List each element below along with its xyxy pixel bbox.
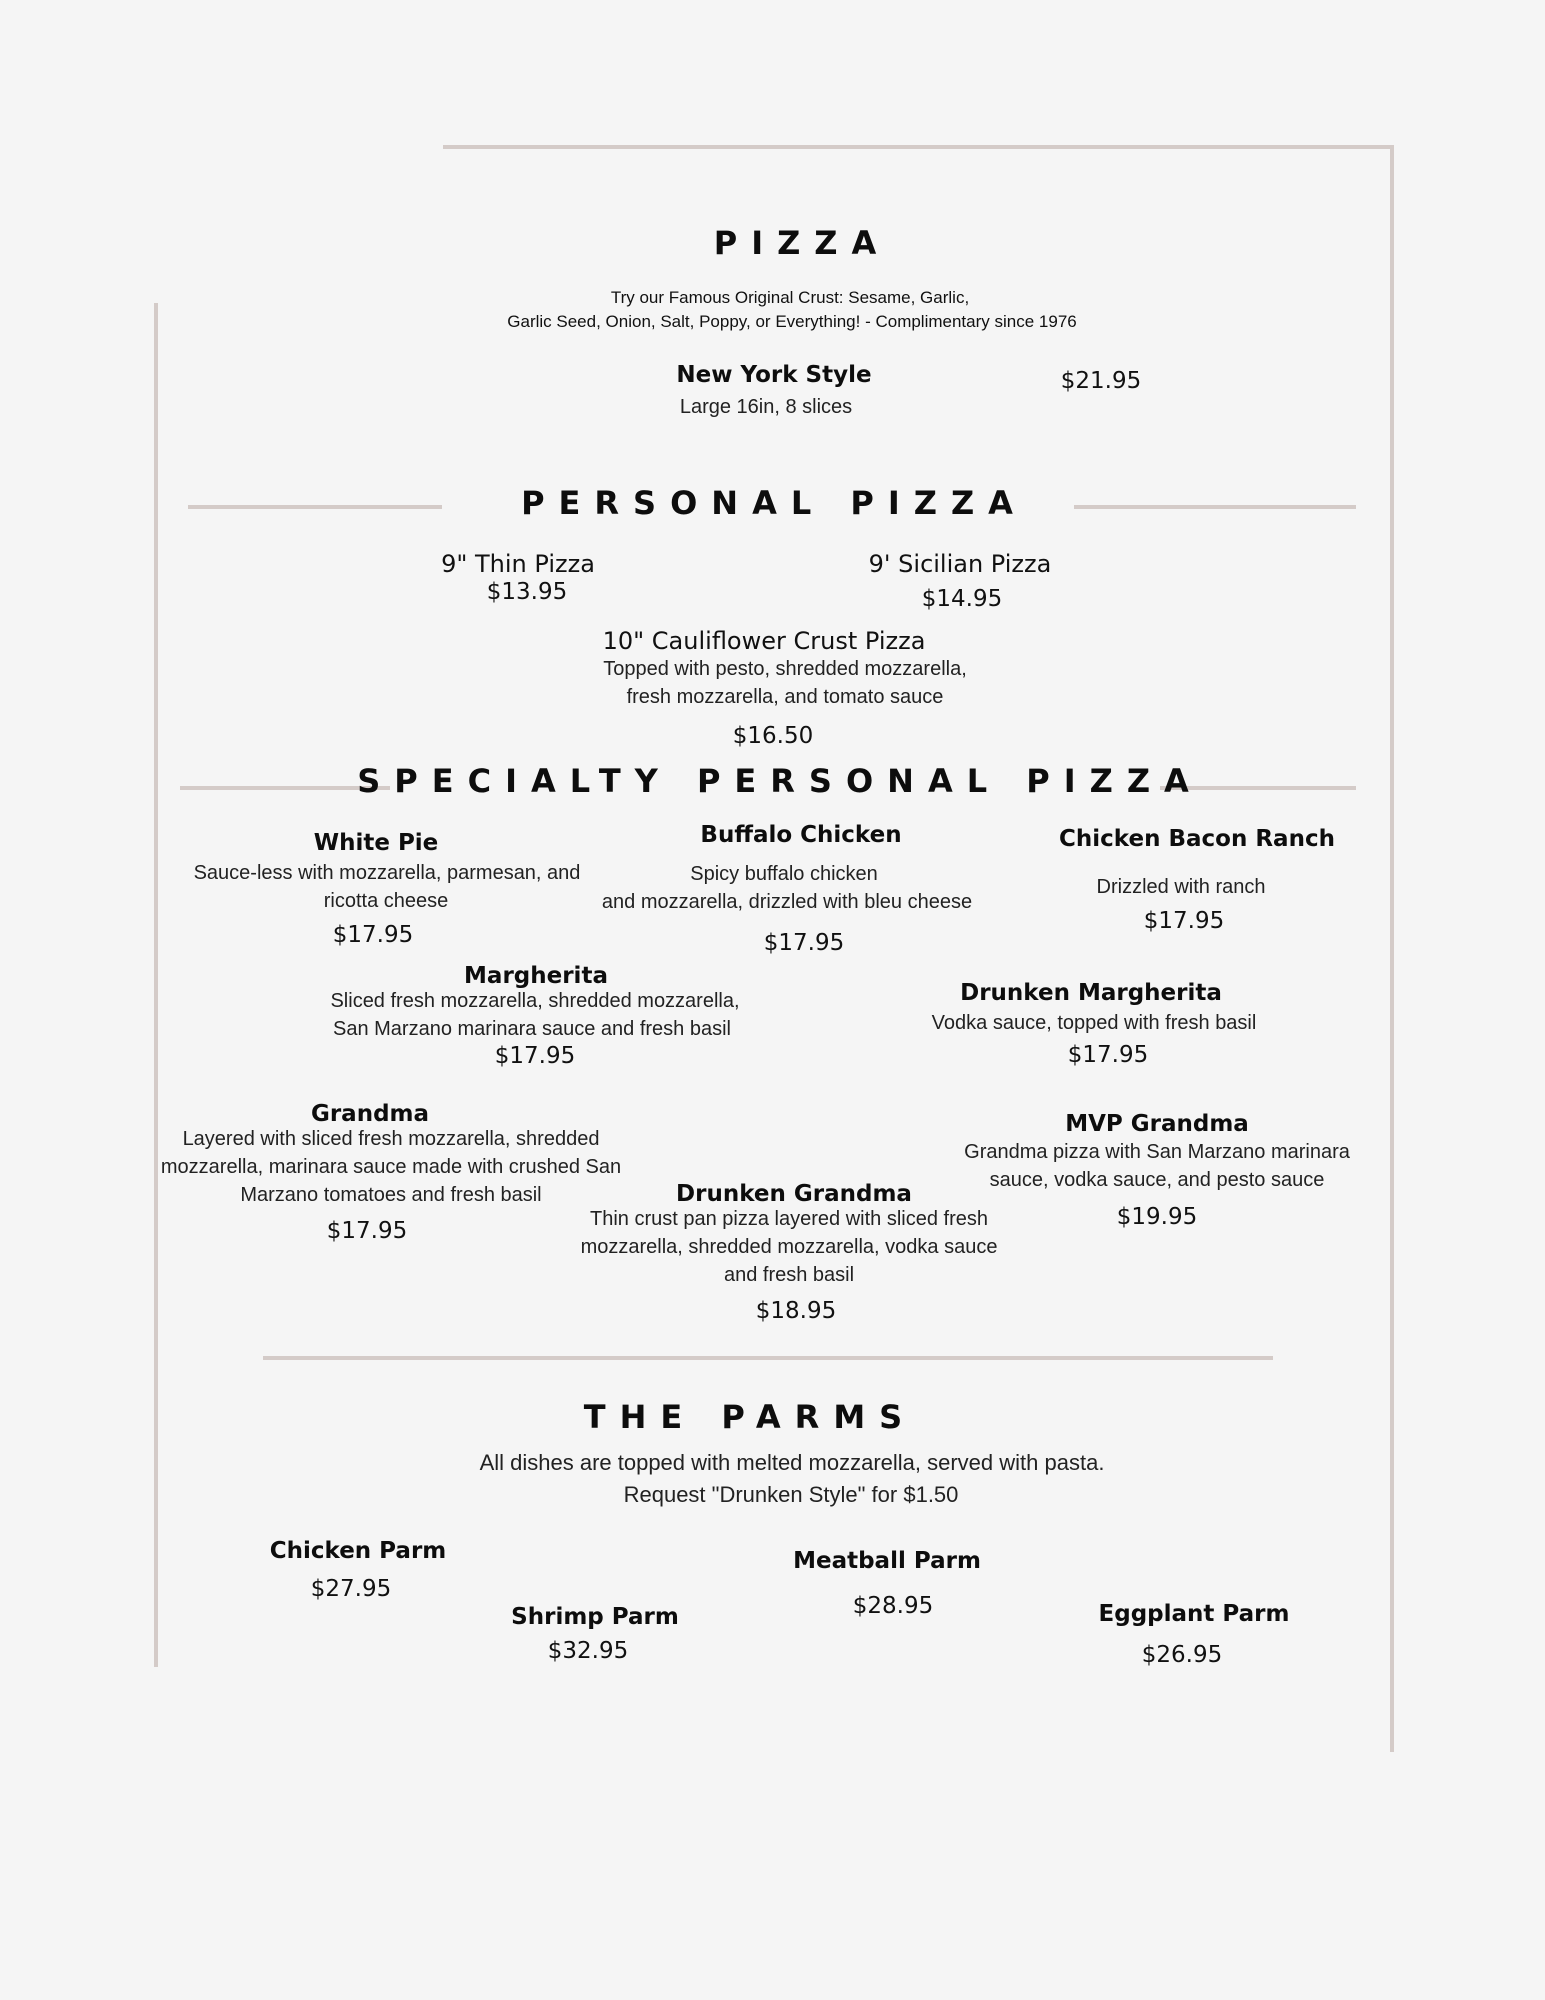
item-desc-grandma-line-1: Layered with sliced fresh mozzarella, shredded xyxy=(182,1128,600,1150)
item-price-buffalo-chicken: $17.95 xyxy=(763,930,845,956)
item-name-thin-pizza: 9" Thin Pizza xyxy=(441,550,595,578)
item-name-drunken-grandma: Drunken Grandma xyxy=(676,1181,912,1207)
item-name-grandma: Grandma xyxy=(310,1101,430,1127)
item-price-shrimp-parm: $32.95 xyxy=(547,1638,629,1664)
section-title-personal-pizza: PERSONAL PIZZA xyxy=(521,484,1027,522)
parms-note-line-2: Request "Drunken Style" for $1.50 xyxy=(623,1482,959,1507)
item-price-white-pie: $17.95 xyxy=(332,922,414,948)
crust-note-line-1: Try our Famous Original Crust: Sesame, Garlic, xyxy=(610,288,970,307)
section-title-pizza: PIZZA xyxy=(713,224,891,262)
item-desc-mvp-grandma-line-2: sauce, vodka sauce, and pesto sauce xyxy=(989,1169,1325,1191)
item-name-drunken-margherita: Drunken Margherita xyxy=(960,980,1222,1006)
item-desc-margherita-line-2: San Marzano marinara sauce and fresh basil xyxy=(333,1018,731,1040)
item-name-mvp-grandma: MVP Grandma xyxy=(1065,1111,1249,1137)
item-desc-cauliflower-line-1: Topped with pesto, shredded mozzarella, xyxy=(603,658,967,680)
item-price-mvp-grandma: $19.95 xyxy=(1116,1204,1198,1230)
item-price-chicken-parm: $27.95 xyxy=(310,1576,392,1602)
item-name-chicken-bacon-ranch: Chicken Bacon Ranch xyxy=(1059,826,1335,852)
item-price-sicilian-pizza: $14.95 xyxy=(921,586,1003,612)
item-price-meatball-parm: $28.95 xyxy=(852,1593,934,1619)
item-desc-drunken-margherita: Vodka sauce, topped with fresh basil xyxy=(931,1012,1257,1034)
item-desc-mvp-grandma-line-1: Grandma pizza with San Marzano marinara xyxy=(964,1141,1350,1163)
item-price-new-york-style: $21.95 xyxy=(1060,368,1142,394)
item-price-drunken-margherita: $17.95 xyxy=(1067,1042,1149,1068)
item-price-thin-pizza: $13.95 xyxy=(486,579,568,605)
item-desc-drunken-grandma-line-3: and fresh basil xyxy=(723,1264,855,1286)
item-price-chicken-bacon-ranch: $17.95 xyxy=(1143,908,1225,934)
crust-note-line-2: Garlic Seed, Onion, Salt, Poppy, or Everything! - Complimentary since 1976 xyxy=(507,312,1077,331)
frame-left-rule xyxy=(154,303,158,1667)
item-desc-drunken-grandma-line-1: Thin crust pan pizza layered with sliced fresh xyxy=(590,1208,988,1230)
item-name-sicilian-pizza: 9' Sicilian Pizza xyxy=(868,550,1052,578)
item-desc-buffalo-line-1: Spicy buffalo chicken xyxy=(690,863,878,885)
item-name-new-york-style: New York Style xyxy=(676,362,872,388)
item-name-eggplant-parm: Eggplant Parm xyxy=(1098,1601,1290,1627)
section-title-the-parms: THE PARMS xyxy=(583,1398,917,1436)
item-desc-chicken-bacon-ranch: Drizzled with ranch xyxy=(1096,876,1266,898)
item-desc-white-pie-line-1: Sauce-less with mozzarella, parmesan, and xyxy=(193,862,581,884)
item-desc-grandma-line-2: mozzarella, marinara sauce made with crushed San xyxy=(160,1156,622,1178)
item-name-cauliflower-pizza: 10" Cauliflower Crust Pizza xyxy=(602,627,926,655)
item-desc-buffalo-line-2: and mozzarella, drizzled with bleu cheese xyxy=(601,891,973,913)
item-price-eggplant-parm: $26.95 xyxy=(1141,1642,1223,1668)
personal-rule-right xyxy=(1074,505,1356,509)
item-price-cauliflower-pizza: $16.50 xyxy=(732,723,814,749)
personal-rule-left xyxy=(188,505,442,509)
item-name-chicken-parm: Chicken Parm xyxy=(269,1538,447,1564)
item-name-buffalo-chicken: Buffalo Chicken xyxy=(700,822,902,848)
item-price-drunken-grandma: $18.95 xyxy=(755,1298,837,1324)
item-price-margherita: $17.95 xyxy=(494,1043,576,1069)
item-name-white-pie: White Pie xyxy=(313,830,439,856)
section-title-specialty-personal-pizza: SPECIALTY PERSONAL PIZZA xyxy=(357,762,1203,800)
item-desc-grandma-line-3: Marzano tomatoes and fresh basil xyxy=(240,1184,542,1206)
item-desc-new-york-style: Large 16in, 8 slices xyxy=(679,396,853,418)
item-desc-cauliflower-line-2: fresh mozzarella, and tomato sauce xyxy=(626,686,944,708)
item-desc-white-pie-line-2: ricotta cheese xyxy=(323,890,449,912)
parms-note-line-1: All dishes are topped with melted mozzarella, served with pasta. xyxy=(479,1450,1105,1475)
item-name-margherita: Margherita xyxy=(464,963,608,989)
frame-top-rule xyxy=(443,145,1394,149)
parms-rule xyxy=(263,1356,1273,1360)
item-name-meatball-parm: Meatball Parm xyxy=(793,1548,981,1574)
item-desc-drunken-grandma-line-2: mozzarella, shredded mozzarella, vodka sauce xyxy=(580,1236,998,1258)
item-name-shrimp-parm: Shrimp Parm xyxy=(511,1604,679,1630)
item-price-grandma: $17.95 xyxy=(326,1218,408,1244)
frame-right-rule xyxy=(1390,145,1394,1752)
item-desc-margherita-line-1: Sliced fresh mozzarella, shredded mozzarella, xyxy=(330,990,740,1012)
